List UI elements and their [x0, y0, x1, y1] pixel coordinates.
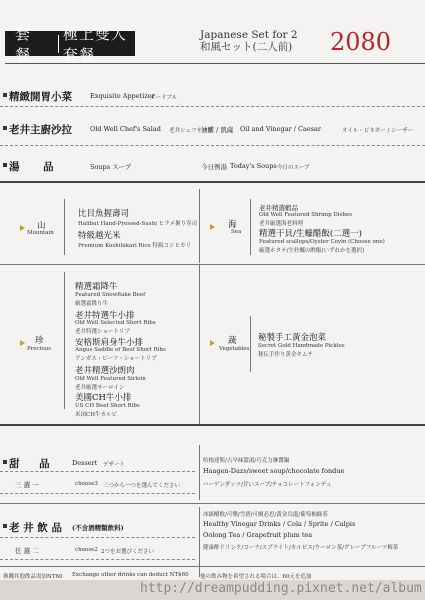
precious-item-en: Old Well Selected Short Ribs: [75, 320, 156, 326]
appetizer-jp: オードブル: [150, 95, 178, 101]
precious-item-jp: 老井厳選サーロイン: [75, 385, 125, 391]
divider: [0, 181, 425, 183]
triangle-marker-icon: [20, 225, 25, 231]
bullet-icon: [3, 524, 7, 528]
divider: [64, 199, 65, 255]
divider: [0, 471, 195, 472]
precious-item-en: Featured Snowflake Beef: [75, 292, 146, 298]
precious-item-en: Old Well Featured Sirloin: [75, 376, 146, 382]
dessert-choose-zh: 三 選 一: [15, 481, 39, 489]
set-title: 極上雙人套餐: [62, 24, 127, 64]
dessert-choose-en: choose3: [75, 481, 98, 487]
precious-item-zh: 精選霜降牛: [75, 282, 118, 292]
dessert-zh: 甜 品: [9, 458, 58, 470]
precious-item-jp: 厳選霜降り牛: [75, 301, 109, 307]
dessert-opts-zh: 哈根達斯/古早味甜湯/巧克力淋醬鍋: [203, 458, 290, 464]
mountain-zh: 山: [37, 221, 46, 231]
dessert-opts-jp: ハーゲンダッツ/甘いスープ/チョコレートフォンデュ: [203, 482, 332, 488]
divider: [0, 145, 425, 146]
divider: [250, 316, 251, 372]
divider: [250, 199, 251, 255]
mountain-item-zh: 特級越光米: [78, 231, 121, 241]
precious-item-zh: 老井特選牛小排: [75, 311, 135, 321]
salad-opt-zh: 油醋 / 凱薩: [201, 126, 234, 134]
divider: [0, 537, 195, 538]
bullet-icon: [3, 163, 7, 167]
soup-today-en: Today's Soups: [230, 162, 277, 170]
salad-en: Old Well Chef's Salad: [90, 125, 161, 133]
drinks-opts-en: Healthy Vinegar Drinks / Cola / Sprite / Calpis: [203, 520, 356, 528]
divider: [0, 493, 195, 494]
set-title-box: [5, 24, 135, 64]
sea-item-zh: 老井精選蝦品: [259, 204, 298, 212]
drinks-opts-zh: 冰鎮醋飲/可樂/雪碧/可爾必思/黃金烏龍/葡萄柚綠茶: [203, 512, 328, 518]
set-price: 2080: [330, 28, 392, 56]
triangle-marker-icon: [210, 224, 215, 230]
dessert-opts-en: Haagen-Dazs/sweet soup/chocolate fondue: [203, 467, 345, 475]
soup-en: Soups スープ: [90, 163, 131, 171]
precious-item-zh: 安格斯肩身牛小排: [75, 338, 144, 348]
drinks-choose-en: choose2: [75, 547, 98, 553]
header-rule: [5, 63, 425, 64]
sea-en: Sea: [231, 229, 242, 235]
salad-zh: 老井主廚沙拉: [9, 124, 72, 136]
bottom-note-jp: 他の飲み物を希望される場合は、60元を追加: [200, 574, 312, 580]
divider: [0, 559, 195, 560]
drinks-zh: 老 井 飲 品: [9, 522, 62, 534]
dessert-en: Dessert: [72, 459, 98, 467]
salad-opt-en: Oil and Vinegar / Caesar: [240, 125, 322, 133]
vegetables-en: Vegetables: [219, 346, 250, 352]
divider: [0, 106, 425, 107]
divider: [199, 189, 200, 263]
drinks-opts-jp: 健康酢ドリンク/コーラ/スプライト/カルピス/ウーロン茶/グレープフルーツ梅茶: [203, 545, 399, 551]
soup-today-zh: 今日例湯: [201, 163, 227, 171]
precious-zh: 珍: [35, 336, 44, 346]
set-label: 套 餐: [15, 24, 38, 64]
sea-item-en: Featured scallops/Oyster Coyin (Choose one): [259, 239, 385, 245]
bottom-note-en: Exchange other drinks can deduct NT$60: [72, 572, 189, 578]
soup-today-jp: 今日のスープ: [277, 165, 310, 171]
precious-en: Precious: [27, 346, 52, 352]
set-subtitle: [200, 29, 298, 53]
drinks-choose-jp: 2つをお選びください: [101, 549, 154, 555]
drinks-choose-zh: 任 選 二: [15, 547, 39, 555]
divider: [0, 566, 425, 567]
mountain-item-zh: 比目魚握壽司: [78, 209, 130, 219]
precious-item-zh: 老井精選沙朗肉: [75, 366, 135, 376]
bullet-icon: [3, 126, 7, 130]
sea-zh: 海: [228, 220, 237, 230]
precious-item-jp: アンガス・ビーフ・ショートリブ: [75, 356, 157, 362]
precious-item-jp: 老井特選ショートリブ: [75, 329, 130, 335]
divider: [0, 503, 425, 504]
triangle-marker-icon: [210, 340, 215, 346]
appetizer-zh: 精緻開胃小菜: [9, 91, 72, 103]
bullet-icon: [3, 93, 7, 97]
divider: [0, 424, 425, 426]
vegetables-item-zh: 秘製手工黃金泡菜: [258, 333, 327, 343]
watermark-url[interactable]: http://dreampudding.pixnet.net/album: [140, 581, 422, 596]
bottom-note-zh: 換購其他飲品需加NT60: [3, 574, 63, 580]
mountain-en: Mountain: [27, 230, 54, 236]
divider: [0, 264, 425, 265]
dessert-jp: デザート: [103, 462, 126, 468]
precious-item-en: US CH Beef Short Ribs: [75, 403, 140, 409]
sea-item-zh: 精選干貝/生蠔醋飯(二選一): [259, 229, 362, 239]
triangle-marker-icon: [20, 340, 25, 346]
sea-item-jp: 老井厳選海老料理: [259, 221, 304, 227]
set-title-en: Japanese Set for 2: [200, 29, 298, 41]
divider: [199, 264, 200, 424]
mountain-item-en: Halibut Hand-Pressed-Sushi ヒラメ握り寿司: [78, 221, 197, 227]
precious-item-jp: 米国CH牛カルビ: [75, 412, 118, 418]
precious-item-zh: 美國CH牛小排: [75, 393, 132, 403]
divider: [64, 272, 65, 409]
drinks-note: (不含酒精類飲料): [72, 524, 124, 532]
vegetables-item-jp: 秘伝手作り黄金キムチ: [258, 352, 313, 358]
salad-jp: 老井シェフサラダ: [169, 128, 213, 134]
mountain-item-en: Premium Koshihikari Rice 特級コシヒカリ: [78, 243, 191, 249]
soup-zh: 湯 品: [9, 161, 64, 173]
sea-item-jp: 厳選ホタテ/生牡蠣の酢飯(いずれかを選択): [259, 248, 365, 254]
appetizer-en: Exquisite Appetizer: [90, 92, 155, 100]
precious-item-en: Angus Saddle of Beef Short Ribs: [75, 347, 166, 353]
divider: [58, 35, 59, 53]
salad-opt-jp: オイル・ビネガー / シーザー: [342, 128, 414, 134]
set-title-jp: 和風セット(二人前): [200, 41, 293, 53]
dessert-choose-jp: 三つから一つを選んでください: [103, 483, 181, 489]
sea-item-en: Old Well Featured Shrimp Dishes: [259, 212, 353, 218]
vegetables-item-en: Secret Gold Handmade Pickles: [258, 343, 345, 349]
vegetables-zh: 蔬: [228, 336, 237, 346]
bullet-icon: [3, 460, 7, 464]
divider: [199, 445, 200, 500]
drinks-opts-en: Oolong Tea / Grapefruit plum tea: [203, 531, 313, 539]
